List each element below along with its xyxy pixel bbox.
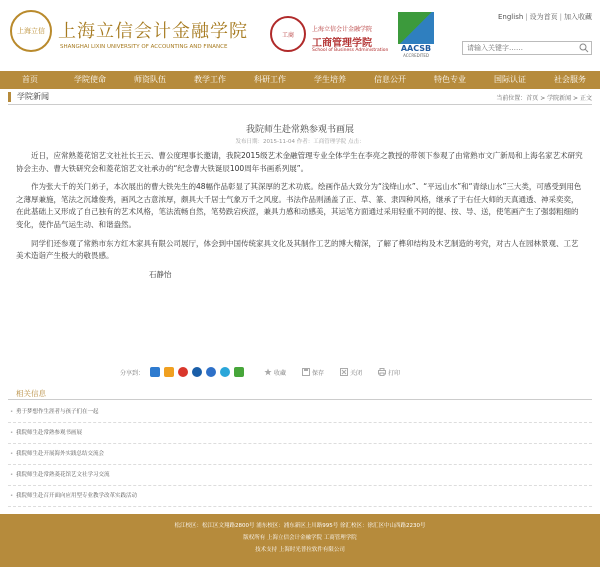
related-link[interactable]: • 我院师生赴常熟菱花馆艺文社学习交流	[8, 465, 592, 486]
aacsb-logo[interactable]	[395, 12, 437, 62]
favorite-label: 收藏	[274, 369, 287, 377]
nav-accreditation[interactable]: 国际认证	[494, 75, 526, 84]
breadcrumb-current: 正文	[579, 95, 592, 102]
related-link[interactable]: • 我院师生赴召开面向应用型专业教学改革实践活动	[8, 486, 592, 507]
printer-icon	[378, 368, 386, 376]
plus-share-icon[interactable]	[150, 367, 160, 377]
set-homepage-link[interactable]: 设为首页	[529, 13, 558, 21]
breadcrumb-prefix: 当前位置：	[496, 95, 527, 102]
print-button[interactable]	[378, 368, 400, 377]
related-link[interactable]: • 我院师生赴常熟参观书画展	[8, 423, 592, 444]
section-title: 学院新闻	[8, 92, 49, 102]
nav-disclosure[interactable]: 信息公开	[374, 75, 406, 84]
nav-students[interactable]: 学生培养	[314, 75, 346, 84]
print-label: 打印	[388, 369, 401, 377]
nav-majors[interactable]: 特色专业	[434, 75, 466, 84]
separator: |	[559, 13, 562, 21]
nav-research[interactable]: 科研工作	[254, 75, 286, 84]
weibo-icon[interactable]	[178, 367, 188, 377]
share-label: 分享到：	[120, 369, 145, 377]
nav-service[interactable]: 社会服务	[554, 75, 586, 84]
english-link[interactable]: English	[498, 13, 524, 21]
breadcrumb-home[interactable]: 首页	[526, 95, 539, 102]
save-button[interactable]	[302, 368, 324, 377]
article-title: 我院师生赴常熟参观书画展	[245, 125, 354, 135]
business-school-seal-logo[interactable]	[270, 16, 306, 52]
related-header	[8, 388, 592, 400]
footer-copyright: 版权所有 上海立信会计金融学院 工商管理学院	[243, 535, 357, 541]
close-icon	[340, 368, 348, 376]
article-signature: 石静怡	[149, 269, 172, 279]
university-name-cn[interactable]: 上海立信会计金融学院	[58, 21, 248, 42]
breadcrumb-bar	[8, 91, 592, 105]
renren-icon[interactable]	[192, 367, 202, 377]
aacsb-mark-icon	[398, 12, 434, 44]
seal-text: 上海立信	[17, 27, 45, 35]
close-button[interactable]	[340, 368, 362, 377]
business-school-name: 工商管理学院	[312, 38, 372, 49]
search-input[interactable]	[463, 42, 581, 54]
footer-tech-support: 技术支持 上海时光普拉软件有限公司	[255, 547, 345, 553]
add-favorite-link[interactable]: 加入收藏	[564, 13, 592, 21]
star-share-icon[interactable]	[164, 367, 174, 377]
nav-home[interactable]: 首页	[22, 75, 38, 84]
breadcrumb-news[interactable]: 学院新闻	[547, 95, 572, 102]
article-body	[16, 150, 584, 287]
top-links	[498, 12, 592, 22]
related-title: 相关信息	[16, 389, 46, 398]
university-name-en: SHANGHAI LIXIN UNIVERSITY OF ACCOUNTING AND FINANCE	[60, 44, 228, 50]
separator: |	[525, 13, 528, 21]
related-link[interactable]: • 我院师生赴开展海外实践总结交流会	[8, 444, 592, 465]
wechat-icon[interactable]	[234, 367, 244, 377]
favorite-button[interactable]	[264, 368, 286, 377]
site-header	[0, 0, 600, 70]
article-paragraph: 近日，应常熟菱花馆艺文社社长王云、曹公度理事长邀请，我院2015级艺术金融管理专业全体学生在李亮之教授的带领下参观了由常熟市文广新局和上海名家艺术研究协会主办、曹大铁研究会和菱花馆艺文社承办的“纪念曹大铁诞辰100周年书画系列展”。	[16, 151, 583, 173]
nav-teaching[interactable]: 教学工作	[194, 75, 226, 84]
save-icon	[302, 368, 310, 376]
site-footer	[0, 514, 600, 567]
article-paragraph: 同学们还参观了常熟市东方红木家具有限公司展厅，体会到中国传统家具文化及其制作工艺的博大精深，了解了榫卯结构及木艺制造的考究，对古人在园林景观、工艺美术造诣产生极大的敬畏感。	[16, 238, 579, 261]
footer-addresses: 松江校区：松江区文翔路2800号 浦东校区：浦东新区上川路995号 徐汇校区：徐汇区中山西路2230号	[174, 523, 426, 529]
related-link[interactable]: • 勇于梦想作生涯者与孩子们在一起	[8, 402, 592, 423]
business-school-parent-name: 上海立信会计金融学院	[312, 26, 373, 33]
business-school-name-en: School of Business Administration	[312, 48, 389, 53]
seal2-text: 工商	[281, 31, 294, 39]
aacsb-label: AACSB	[400, 44, 432, 53]
search-box	[462, 41, 592, 55]
related-list	[8, 402, 592, 507]
aacsb-sub: ACCREDITED	[403, 53, 429, 58]
article-paragraph: 作为张大千的关门弟子，本次展出的曹大铁先生的48幅作品彰显了其深厚的艺术功底。绘画作品大致分为“浅绛山水”、“平远山水”和“青绿山水”三大类，可感受到用色之薄厚兼施，笔法之沉雄俊秀，画风之古意浓厚，颇具大千居士气象万千之风度。书法作品则涵盖了正、草、篆、隶四种风格，继承了于右任大师的天真通透、神采奕奕，在此基础上又形成了自己独有的艺术风格，笔法流畅自然，笔势跌宕疾涩，兼具力感和动感美，其运笔方面通过采用轻重不同的提、按、导、送，使笔画产生了强弱粗细的变化，使作品气运生动、和谐盎然。	[16, 182, 582, 229]
breadcrumb: 当前位置：首页 > 学院新闻 > 正文	[496, 95, 592, 102]
article-meta: 发布日期：2015-11-04 作者：工商管理学院 点击：	[235, 139, 365, 145]
search-icon[interactable]	[579, 43, 589, 53]
share-toolbar	[120, 366, 520, 378]
close-label: 关闭	[350, 369, 363, 377]
nav-mission[interactable]: 学院使命	[74, 75, 106, 84]
university-seal-logo[interactable]	[10, 10, 52, 52]
main-nav	[0, 71, 600, 89]
nav-faculty[interactable]: 师资队伍	[134, 75, 166, 84]
star-icon	[264, 368, 272, 376]
baidu-icon[interactable]	[220, 367, 230, 377]
tieba-icon[interactable]	[206, 367, 216, 377]
save-label: 保存	[312, 369, 325, 377]
